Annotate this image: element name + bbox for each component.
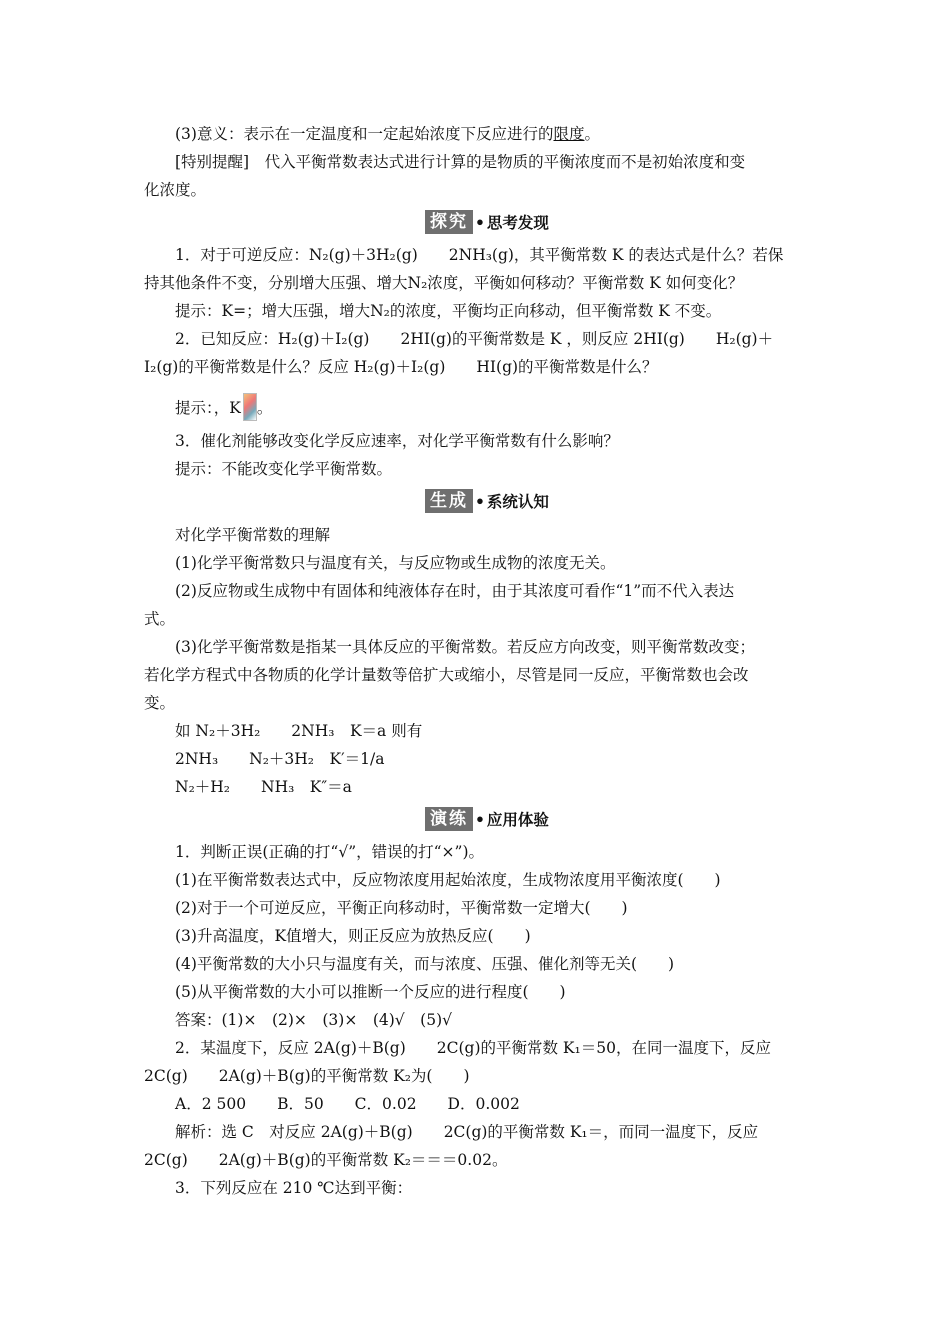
system-example1: 如 N₂＋3H₂ 2NH₃ K＝a 则有 bbox=[175, 722, 423, 740]
practice-item1: (1)在平衡常数表达式中，反应物浓度用起始浓度，生成物浓度用平衡浓度( ) bbox=[175, 871, 721, 889]
practice-answer: 答案：(1)× (2)× (3)× (4)√ (5)√ bbox=[175, 1011, 452, 1029]
explore-q2-line2: I₂(g)的平衡常数是什么？反应 H₂(g)＋I₂(g) HI(g)的平衡常数是什么？ bbox=[144, 358, 658, 376]
system-point2-line1: (2)反应物或生成物中有固体和纯液体存在时，由于其浓度可看作“1”而不代入表达 bbox=[175, 582, 735, 600]
practice-item2: (2)对于一个可逆反应，平衡正向移动时，平衡常数一定增大( ) bbox=[175, 899, 628, 917]
system-point3-line1: (3)化学平衡常数是指某一具体反应的平衡常数。若反应方向改变，则平衡常数改变； bbox=[175, 638, 755, 656]
explore-q2-line1: 2．已知反应：H₂(g)＋I₂(g) 2HI(g)的平衡常数是 K ，则反应 2HI(g) H₂(g)＋ bbox=[175, 330, 774, 348]
system-example2: 2NH₃ N₂＋3H₂ K′＝1/a bbox=[175, 750, 385, 768]
special-note-cont: 化浓度。 bbox=[144, 181, 207, 199]
explore-q1-line1: 1．对于可逆反应：N₂(g)＋3H₂(g) 2NH₃(g)，其平衡常数 K 的表达式是什么？若保 bbox=[175, 246, 784, 264]
explore-a1: 提示：K=；增大压强，增大N₂的浓度，平衡均正向移动，但平衡常数 K 不变。 bbox=[175, 302, 722, 320]
practice-q2-line1: 2．某温度下，反应 2A(g)＋B(g) 2C(g)的平衡常数 K₁＝50，在同一温度下，反应 bbox=[175, 1039, 771, 1057]
explore-q1-line2: 持其他条件不变，分别增大压强、增大N₂浓度，平衡如何移动？平衡常数 K 如何变化？ bbox=[144, 274, 744, 292]
practice-solution-line1: 解析：选 C 对反应 2A(g)＋B(g) 2C(g)的平衡常数 K₁＝，而同一温度下，反应 bbox=[175, 1123, 759, 1141]
section-title: 思考发现 bbox=[486, 213, 549, 232]
explore-a3: 提示：不能改变化学平衡常数。 bbox=[175, 460, 393, 478]
system-point3-line2: 若化学方程式中各物质的化学计量数等倍扩大或缩小，尽管是同一反应，平衡常数也会改 bbox=[144, 666, 749, 684]
practice-item4: (4)平衡常数的大小只与温度有关，而与浓度、压强、催化剂等无关( ) bbox=[175, 955, 675, 973]
underlined-term: 限度 bbox=[553, 125, 585, 143]
system-example3: N₂＋H₂ NH₃ K″＝a bbox=[175, 778, 352, 796]
system-topic: 对化学平衡常数的理解 bbox=[175, 526, 331, 544]
section-tag: 探究 bbox=[425, 210, 473, 234]
section-tag: 生成 bbox=[425, 489, 473, 513]
formula-image-icon bbox=[243, 393, 257, 421]
system-point3-line3: 变。 bbox=[144, 694, 176, 712]
section-header-practice: 演练 • 应用体验 bbox=[425, 806, 549, 832]
practice-q2-line2: 2C(g) 2A(g)＋B(g)的平衡常数 K₂为( ) bbox=[144, 1067, 470, 1085]
practice-item3: (3)升高温度，K值增大，则正反应为放热反应( ) bbox=[175, 927, 531, 945]
practice-item5: (5)从平衡常数的大小可以推断一个反应的进行程度( ) bbox=[175, 983, 566, 1001]
practice-options: A．2 500 B．50 C．0.02 D．0.002 bbox=[175, 1095, 520, 1113]
practice-q3: 3．下列反应在 210 ℃达到平衡： bbox=[175, 1179, 413, 1197]
system-point2-line2: 式。 bbox=[144, 610, 176, 628]
practice-q1: 1．判断正误(正确的打“√”，错误的打“×”)。 bbox=[175, 843, 485, 861]
section-header-system: 生成 • 系统认知 bbox=[425, 488, 549, 514]
special-note-line: [特别提醒] 代入平衡常数表达式进行计算的是物质的平衡浓度而不是初始浓度和变 bbox=[175, 153, 746, 171]
explore-a2: 提示：，K 。 bbox=[175, 393, 272, 421]
section-tag: 演练 bbox=[425, 807, 473, 831]
section-title: 系统认知 bbox=[486, 492, 549, 511]
system-point1: (1)化学平衡常数只与温度有关，与反应物或生成物的浓度无关。 bbox=[175, 554, 616, 572]
practice-solution-line2: 2C(g) 2A(g)＋B(g)的平衡常数 K₂＝＝＝0.02。 bbox=[144, 1151, 508, 1169]
meaning-line: (3)意义：表示在一定温度和一定起始浓度下反应进行的限度。 bbox=[175, 125, 600, 143]
explore-q3: 3．催化剂能够改变化学反应速率，对化学平衡常数有什么影响？ bbox=[175, 432, 619, 450]
section-header-explore: 探究 • 思考发现 bbox=[425, 209, 549, 235]
section-title: 应用体验 bbox=[486, 810, 549, 829]
